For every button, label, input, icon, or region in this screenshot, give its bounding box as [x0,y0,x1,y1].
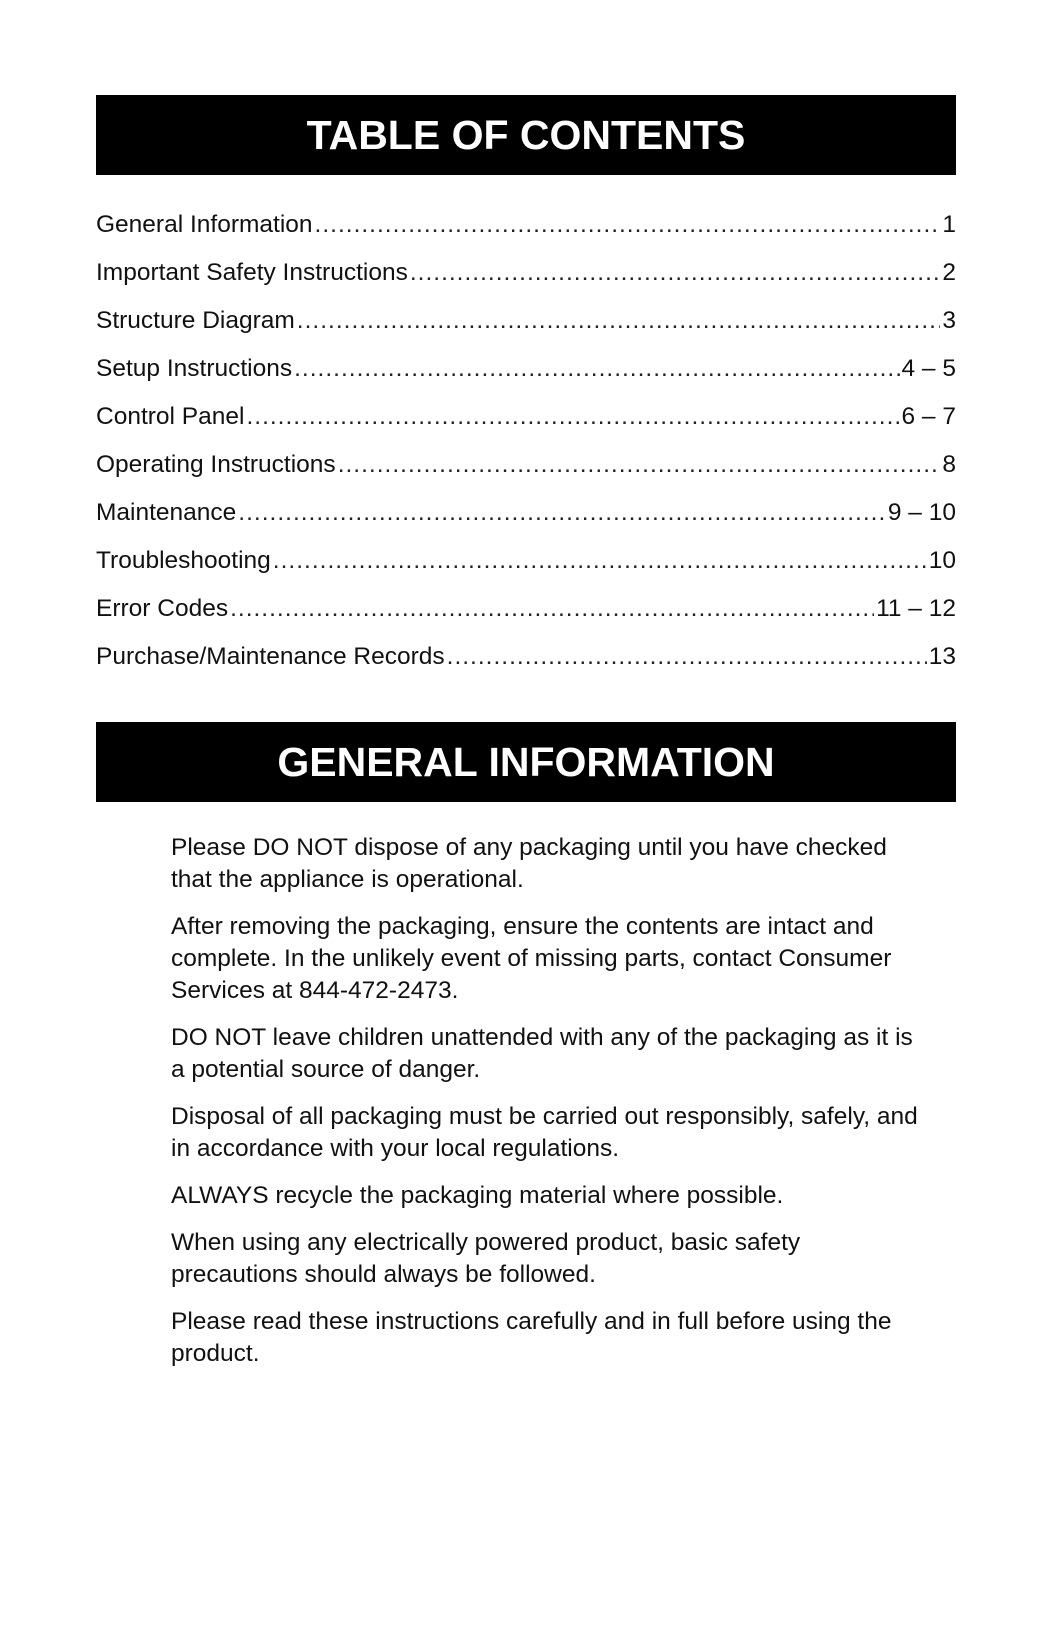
info-paragraph: Disposal of all packaging must be carried out responsibly, safely, and in accordance with your local regulations. [171,1103,918,1162]
dot-leader [315,205,941,245]
toc-entry-title: Control Panel [96,403,245,430]
toc-entry-title: Operating Instructions [96,451,336,478]
toc-entry-title: Important Safety Instructions [96,259,408,286]
toc-entry[interactable] [96,493,956,541]
toc-entry[interactable] [96,541,956,589]
toc-entry-title: Purchase/Maintenance Records [96,643,445,670]
info-paragraph: After removing the packaging, ensure the contents are intact and complete. In the unlikely event of missing parts, contact Consumer Services at 844-472-2473. [171,913,892,1004]
toc-entry[interactable] [96,445,956,493]
toc-entry-page: 6 – 7 [901,403,956,430]
toc-entry[interactable] [96,253,956,301]
info-paragraph: Please DO NOT dispose of any packaging until you have checked that the appliance is operational. [171,834,887,893]
general-information-heading-text: GENERAL INFORMATION [277,738,775,785]
dot-leader [273,541,927,581]
toc-entry-page: 4 – 5 [901,355,956,382]
toc-entry-title: Setup Instructions [96,355,293,382]
general-information-body [171,832,931,1385]
toc-entry-page: 9 – 10 [887,499,956,526]
toc-entry-title: General Information [96,211,313,238]
general-information-heading [96,722,956,802]
toc-entry-title: Maintenance [96,499,237,526]
toc-entry-page: 8 [942,451,956,478]
dot-leader [410,253,941,293]
dot-leader [246,397,899,437]
info-paragraph: Please read these instructions carefully and in full before using the product. [171,1308,892,1367]
info-paragraph: When using any electrically powered product, basic safety precautions should always be followed. [171,1229,801,1288]
toc-entry-title: Error Codes [96,595,229,622]
toc-entry[interactable] [96,205,956,253]
toc-entry-page: 3 [942,307,956,334]
toc-heading-text: TABLE OF CONTENTS [306,111,746,158]
toc-entry-page: 10 [928,547,956,574]
toc-entry[interactable] [96,637,956,685]
info-paragraph: DO NOT leave children unattended with any of the packaging as it is a potential source of danger. [171,1024,913,1083]
dot-leader [238,493,886,533]
dot-leader [230,589,874,629]
dot-leader [447,637,927,677]
info-paragraph: ALWAYS recycle the packaging material where possible. [171,1182,784,1209]
dot-leader [338,445,941,485]
toc-entry-title: Troubleshooting [96,547,271,574]
dot-leader [297,301,941,341]
toc-entry-page: 13 [928,643,956,670]
toc-heading [96,95,956,175]
toc-entry-title: Structure Diagram [96,307,295,334]
toc-entry[interactable] [96,589,956,637]
toc-entry-page: 2 [942,259,956,286]
toc-entry[interactable] [96,397,956,445]
toc-entry-page: 1 [942,211,956,238]
toc-entry[interactable] [96,301,956,349]
toc-entry-page: 11 – 12 [876,595,956,622]
toc-entry[interactable] [96,349,956,397]
dot-leader [294,349,899,389]
table-of-contents [96,205,956,685]
